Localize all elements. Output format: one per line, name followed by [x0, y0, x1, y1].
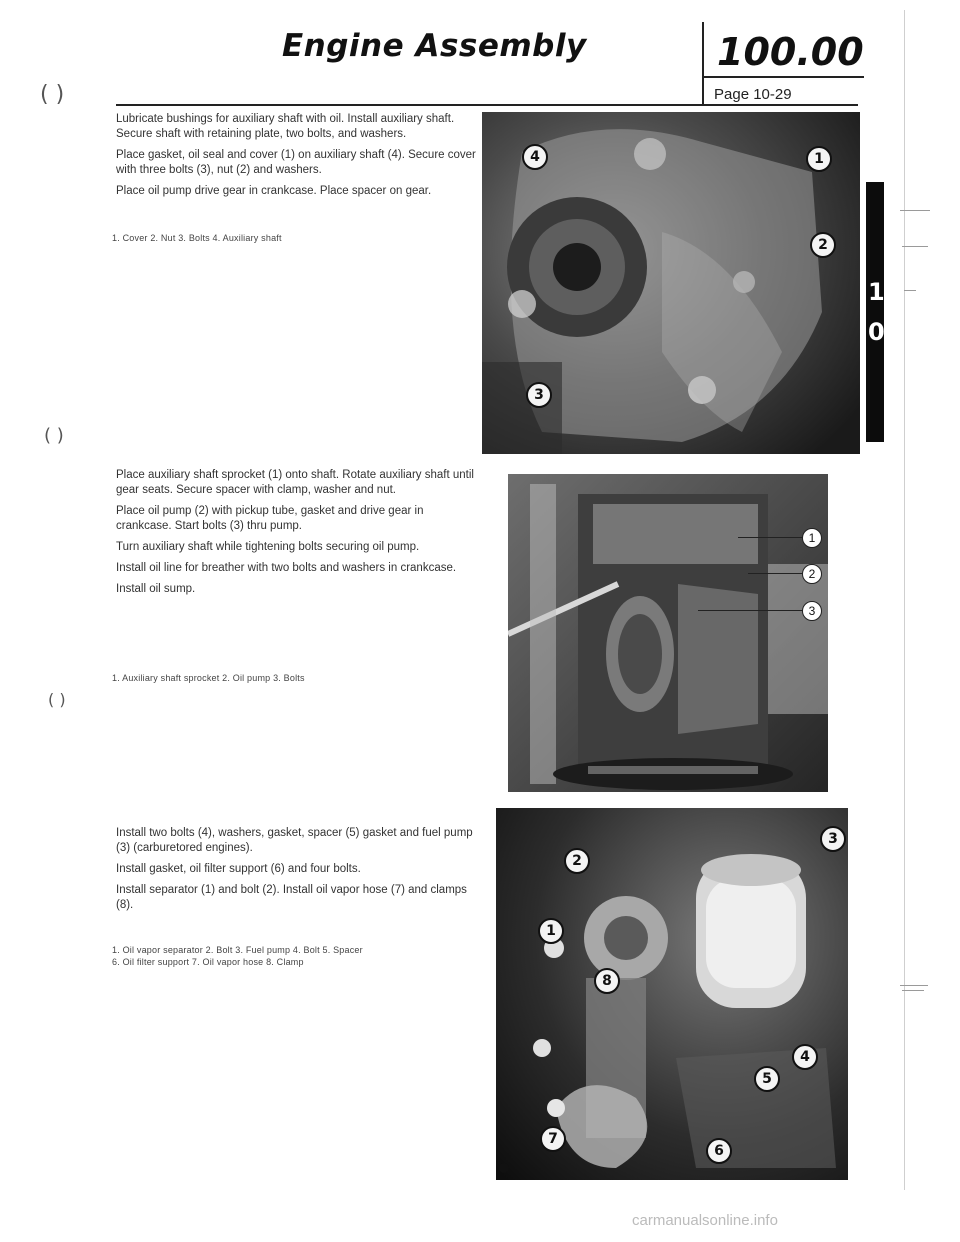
paragraph: Install gasket, oil filter support (6) and four bolts. — [116, 863, 361, 875]
caption-line: 1. Oil vapor separator 2. Bolt 3. Fuel pump 4. Bolt 5. Spacer — [112, 945, 363, 955]
binder-hole-icon: ( ) — [40, 82, 65, 107]
callout-4: 4 — [522, 144, 548, 170]
figure-1-photo — [482, 112, 860, 454]
margin-mark — [900, 210, 930, 211]
callout-1: 1 — [802, 528, 822, 548]
section-code: 100.00 — [717, 30, 864, 74]
callout-4: 4 — [792, 1044, 818, 1070]
leader-line — [698, 610, 808, 611]
callout-5: 5 — [754, 1066, 780, 1092]
section-1-text — [116, 112, 486, 199]
callout-1: 1 — [538, 918, 564, 944]
callout-3: 3 — [820, 826, 846, 852]
section-2-text — [116, 468, 478, 597]
figure-3-caption — [112, 944, 482, 968]
page-number: Page 10-29 — [714, 86, 792, 103]
caption-line: 6. Oil filter support 7. Oil vapor hose 8. Clamp — [112, 957, 304, 967]
section-3-text — [116, 826, 478, 913]
section-tab — [866, 182, 884, 442]
margin-line — [904, 10, 905, 1190]
margin-mark — [902, 990, 924, 991]
paragraph: Place oil pump (2) with pickup tube, gasket and drive gear in crankcase. Start bolts (3) thru pump. — [116, 505, 424, 532]
paragraph: Place auxiliary shaft sprocket (1) onto shaft. Rotate auxiliary shaft until gear seats. Secure spacer with clamp, washer and nut. — [116, 469, 474, 496]
callout-8: 8 — [594, 968, 620, 994]
callout-3: 3 — [802, 601, 822, 621]
section-code-rule — [702, 76, 864, 78]
figure-2-caption: 1. Auxiliary shaft sprocket 2. Oil pump 3. Bolts — [112, 673, 305, 683]
paragraph: Lubricate bushings for auxiliary shaft with oil. Install auxiliary shaft. Secure shaft with retaining plate, two bolts, and washers. — [116, 113, 455, 140]
margin-mark — [900, 985, 928, 986]
tab-digit: 0 — [868, 318, 885, 346]
figure-1-caption: 1. Cover 2. Nut 3. Bolts 4. Auxiliary shaft — [112, 233, 282, 243]
callout-2: 2 — [564, 848, 590, 874]
paragraph: Install oil line for breather with two bolts and washers in crankcase. — [116, 562, 457, 574]
callout-6: 6 — [706, 1138, 732, 1164]
footer-watermark[interactable]: carmanualsonline.info — [632, 1212, 778, 1229]
margin-mark — [902, 246, 928, 247]
callout-7: 7 — [540, 1126, 566, 1152]
figure-3-photo — [496, 808, 848, 1180]
callout-1: 1 — [806, 146, 832, 172]
paragraph: Place oil pump drive gear in crankcase. Place spacer on gear. — [116, 185, 432, 197]
callout-2: 2 — [802, 564, 822, 584]
page-title: Engine Assembly — [282, 28, 587, 64]
paragraph: Install two bolts (4), washers, gasket, spacer (5) gasket and fuel pump (3) (carburetored engines). — [116, 827, 473, 854]
paragraph: Turn auxiliary shaft while tightening bolts securing oil pump. — [116, 541, 420, 553]
tab-digit: 1 — [868, 278, 885, 306]
callout-3: 3 — [526, 382, 552, 408]
margin-mark — [904, 290, 916, 291]
paragraph: Install separator (1) and bolt (2). Install oil vapor hose (7) and clamps (8). — [116, 884, 467, 911]
binder-hole-icon: ( ) — [48, 690, 66, 709]
header-rule — [116, 104, 858, 106]
figure-2-photo — [508, 474, 828, 792]
callout-2: 2 — [810, 232, 836, 258]
paragraph: Place gasket, oil seal and cover (1) on auxiliary shaft (4). Secure cover with three bolts (3), nut (2) and washers. — [116, 149, 476, 176]
binder-hole-icon: ( ) — [44, 425, 64, 446]
paragraph: Install oil sump. — [116, 583, 196, 595]
fuel-pump-photo — [496, 808, 848, 1180]
crankcase-photo — [508, 474, 828, 792]
